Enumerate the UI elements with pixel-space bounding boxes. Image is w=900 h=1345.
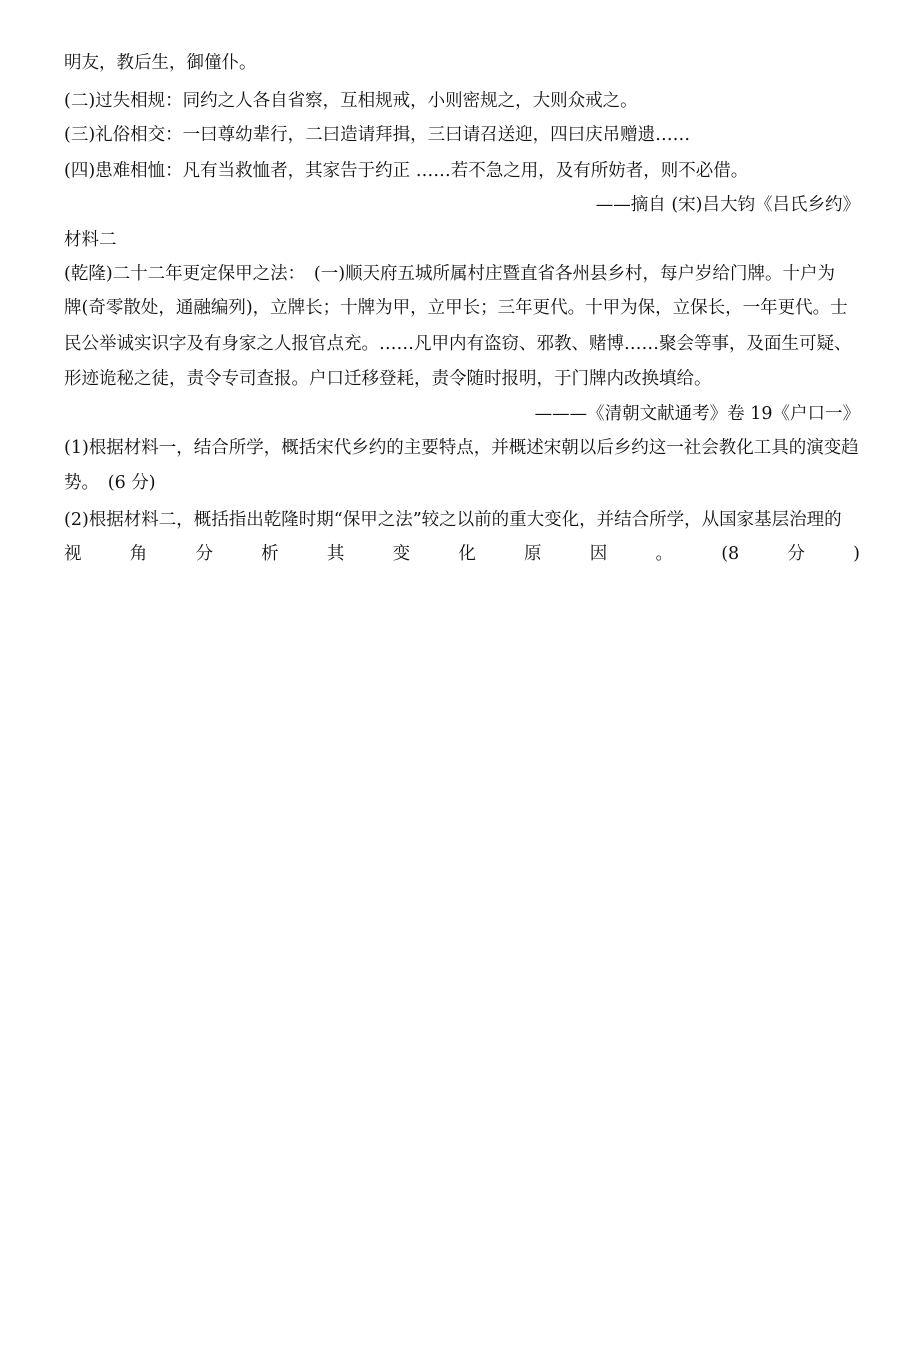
q2-char: 析 xyxy=(261,544,279,564)
question2-line2 xyxy=(64,543,860,565)
q2-char: 变 xyxy=(392,544,411,564)
material1-line4: (四)患难相恤：凡有当救恤者，其家告于约正 ……若不急之用，及有所妨者，则不必借。 xyxy=(64,161,749,181)
material1-source: ——摘自 (宋)吕大钧《吕氏乡约》 xyxy=(595,195,860,215)
q2-char: 原 xyxy=(524,544,542,564)
material1-line1: 明友，教后生，御僮仆。 xyxy=(64,53,257,73)
q2-char: 因 xyxy=(589,544,608,564)
q2-char: (8 xyxy=(721,544,740,564)
material1-line2: (二)过失相规：同约之人各自省察，互相规戒，小则密规之，大则众戒之。 xyxy=(64,91,638,111)
material1-line3: (三)礼俗相交：一曰尊幼辈行，二曰造请拜揖，三曰请召送迎，四曰庆吊赠遗…… xyxy=(64,125,691,145)
question1-line1: (1)根据材料一，结合所学，概括宋代乡约的主要特点，并概述宋朝以后乡约这一社会教化工具的演变趋 xyxy=(64,438,859,458)
material2-line4: 形迹诡秘之徒，责令专司查报。户口迁移登耗，责令随时报明，于门牌内改换填给。 xyxy=(64,369,712,389)
material2-line3: 民公举诚实识字及有身家之人报官点充。……凡甲内有盗窃、邪教、赌博……聚会等事，及面生可疑、 xyxy=(64,334,852,354)
q2-char: 视 xyxy=(64,544,82,564)
q2-char: 化 xyxy=(458,544,476,564)
q2-char: 角 xyxy=(129,544,148,564)
q2-char: 其 xyxy=(326,544,345,564)
question2-line1: (2)根据材料二，概括指出乾隆时期“保甲之法”较之以前的重大变化，并结合所学，从国家基层治理的 xyxy=(64,510,842,530)
material2-line2: 牌(奇零散处，通融编列)，立牌长；十牌为甲，立甲长；三年更代。十甲为保，立保长，一年更代。士 xyxy=(64,298,848,318)
material2-source: ———《清朝文献通考》卷 19《户口一》 xyxy=(534,404,860,424)
q2-char: 分 xyxy=(195,544,213,564)
q2-char: ) xyxy=(853,544,860,564)
q2-char: 分 xyxy=(787,544,805,564)
question1-line2: 势。 (6 分) xyxy=(64,473,156,493)
material2-line1: (乾隆)二十二年更定保甲之法： (一)顺天府五城所属村庄暨直省各州县乡村，每户岁给门牌。十户为 xyxy=(64,264,836,284)
q2-char: 。 xyxy=(655,544,673,564)
material2-heading: 材料二 xyxy=(64,230,117,250)
